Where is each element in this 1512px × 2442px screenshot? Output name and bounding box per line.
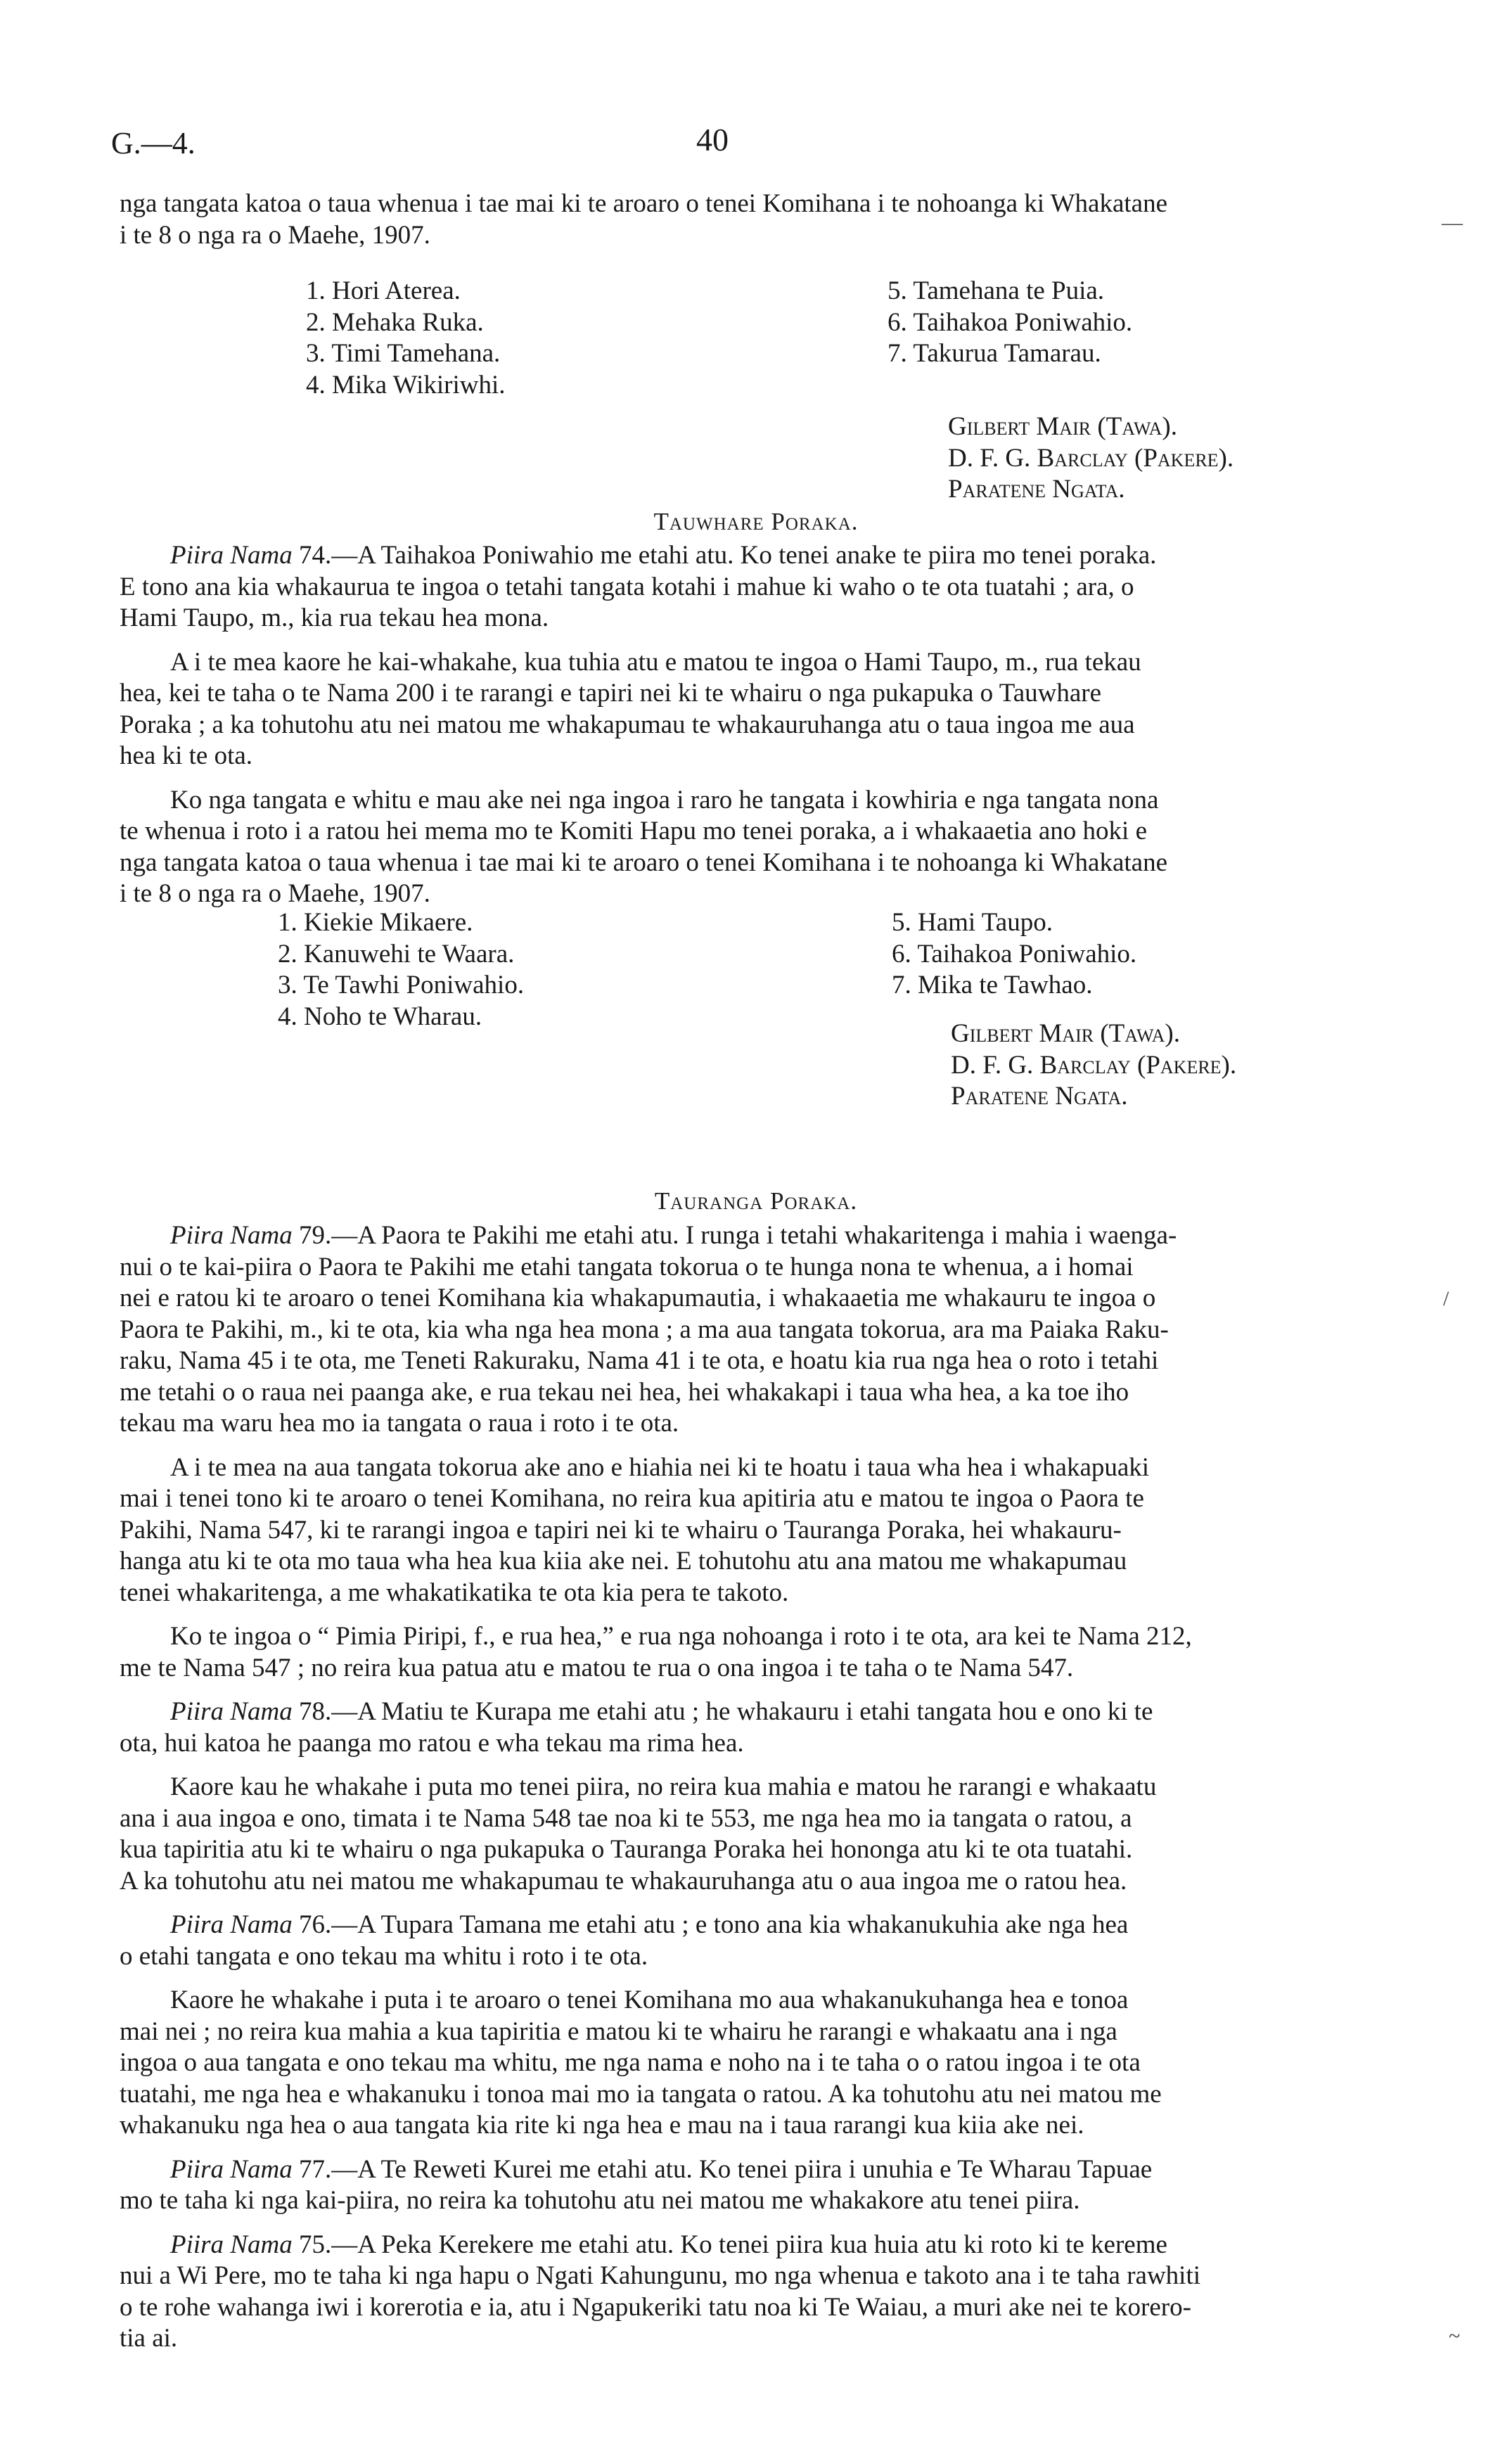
text-line: mai nei ; no reira kua mahia a kua tapiritia e matou ki te whairu he rarangi e whakaatu ana i nga — [120, 2016, 1117, 2046]
section-heading: Tauwhare Poraka. — [653, 508, 859, 535]
text-line: whakanuku nga hea o aua tangata kia rite ki nga hea e mau na i taua rarangi kua kiia ake nei. — [120, 2111, 1084, 2140]
member-list-right-1 — [888, 276, 1132, 370]
appeal-label: Piira Nama — [170, 2230, 293, 2259]
appeal-label: Piira Nama — [170, 2154, 293, 2184]
text-line: tuatahi, me nga hea e whakanuku i tonoa mai mo ia tangata o ratou. A ka tohutohu atu nei matou me — [120, 2079, 1162, 2109]
list-item: 2. Mehaka Ruka. — [306, 307, 484, 337]
text-line: Kaore he whakahe i puta i te aroaro o tenei Komihana mo aua whakanukuhanga hea e tonoa — [170, 1986, 1129, 2014]
list-item: 7. Mika te Tawhao. — [892, 971, 1093, 999]
text-line: i te 8 o nga ra o Maehe, 1907. — [120, 879, 430, 908]
margin-mark: ~ — [1449, 2325, 1461, 2348]
text-line: te whenua i roto i a ratou hei mema mo te Komiti Hapu mo tenei poraka, a i whakaaetia ano hoki e — [120, 817, 1148, 845]
text-line: 77.—A Te Reweti Kurei me etahi atu. Ko tenei piira i unuhia e Te Wharau Tapuae — [292, 2154, 1153, 2184]
list-item: 5. Tamehana te Puia. — [888, 276, 1105, 305]
text-line: 79.—A Paora te Pakihi me etahi atu. I runga i tetahi whakaritenga i mahia i waenga- — [292, 1221, 1177, 1250]
list-item: 2. Kanuwehi te Waara. — [278, 939, 515, 969]
section2-paragraphs — [120, 1220, 1343, 2355]
text-line: A ka tohutohu atu nei matou me whakapumau te whakauruhanga atu o aua ingoa me o ratou hea. — [120, 1866, 1127, 1896]
text-line: Poraka ; a ka tohutohu atu nei matou me whakapumau te whakauruhanga atu o taua ingoa me aua — [120, 710, 1135, 739]
text-line: 74.—A Taihakoa Poniwahio me etahi atu. Ko tenei anake te piira mo tenei poraka. — [292, 541, 1157, 570]
text-line: Pakihi, Nama 547, ki te rarangi ingoa e tapiri nei ki te whairu o Tauranga Poraka, hei whakauru- — [120, 1515, 1122, 1545]
text-line: o te rohe wahanga iwi i korerotia e ia, atu i Ngapukeriki tatu noa ki Te Waiau, a muri ake nei te korero- — [120, 2292, 1191, 2322]
text-line: hanga atu ki te ota mo taua wha hea kua kiia ake nei. E tohutohu atu ana matou me whakapumau — [120, 1547, 1127, 1575]
section1-paragraphs — [120, 540, 1343, 910]
page-number: 40 — [696, 122, 729, 158]
paragraph — [120, 2230, 1343, 2261]
paragraph — [120, 2154, 1343, 2186]
text-line: tekau ma waru hea mo ia tangata o raua i roto i te ota. — [120, 1409, 679, 1438]
text-line: me te Nama 547 ; no reira kua patua atu e matou te rua o ona ingoa i te taha o te Nama 547. — [120, 1653, 1074, 1682]
text-line: mai i tenei tono ki te aroaro o tenei Komihana, no reira kua apitiria atu e matou te ingoa o Paora te — [120, 1484, 1144, 1513]
paragraph — [120, 1220, 1343, 1252]
text-line: nui o te kai-piira o Paora te Pakihi me etahi tangata tokorua o te hunga nona te whenua, a i homai — [120, 1252, 1134, 1281]
text-line: Ko te ingoa o “ Pimia Piripi, f., e rua hea,” e rua nga nohoanga i roto i te ota, ara kei te Nama 212, — [170, 1622, 1192, 1651]
text-line: Kaore kau he whakahe i puta mo tenei piira, no reira kua mahia e matou he rarangi e whakaatu — [170, 1772, 1157, 1801]
list-item: 4. Noho te Wharau. — [278, 1002, 482, 1031]
text-line: ana i aua ingoa e ono, timata i te Nama 548 tae noa ki te 553, me nga hea mo ia tangata o ratou, a — [120, 1803, 1132, 1833]
margin-mark: / — [1443, 1287, 1449, 1310]
signatures-2 — [951, 1018, 1236, 1113]
list-item: 3. Timi Tamehana. — [306, 339, 501, 368]
text-line: mo te taha ki nga kai-piira, no reira ka tohutohu atu nei matou me whakakore atu tenei piira. — [120, 2186, 1080, 2215]
text-line: i te 8 o nga ra o Maehe, 1907. — [120, 220, 430, 250]
text-line: raku, Nama 45 i te ota, me Teneti Rakuraku, Nama 41 i te ota, e hoatu kia rua nga hea o roto i tetahi — [120, 1346, 1159, 1375]
text-line: o etahi tangata e ono tekau ma whitu i roto i te ota. — [120, 1941, 648, 1971]
signature-line: Gilbert Mair (Tawa). — [951, 1019, 1180, 1048]
list-item: 1. Kiekie Mikaere. — [278, 908, 473, 937]
text-line: tia ai. — [120, 2324, 178, 2353]
signature-line: Gilbert Mair (Tawa). — [948, 412, 1177, 441]
text-line: A i te mea na aua tangata tokorua ake ano e hiahia nei ki te hoatu i taua wha hea i whakapuaki — [170, 1452, 1150, 1482]
text-line: ota, hui katoa he paanga mo ratou e wha tekau ma rima hea. — [120, 1728, 744, 1758]
list-item: 6. Taihakoa Poniwahio. — [892, 939, 1137, 969]
appeal-label: Piira Nama — [170, 1697, 293, 1726]
section-heading: Tauranga Poraka. — [654, 1187, 858, 1215]
document-code: G.—4. — [111, 126, 196, 160]
text-line: A i te mea kaore he kai-whakahe, kua tuhia atu e matou te ingoa o Hami Taupo, m., rua tekau — [170, 647, 1141, 677]
paragraph — [120, 540, 1343, 572]
intro-paragraph — [120, 188, 1343, 251]
list-item: 6. Taihakoa Poniwahio. — [888, 307, 1133, 337]
text-line: hea ki te ota. — [120, 741, 253, 770]
member-list-left-1 — [306, 276, 506, 401]
text-line: Ko nga tangata e whitu e mau ake nei nga ingoa i raro he tangata i kowhiria e nga tangata nona — [170, 785, 1159, 814]
member-list-right-2 — [892, 907, 1136, 1002]
text-line: hea, kei te taha o te Nama 200 i te rarangi e tapiri nei ki te whairu o nga pukapuka o Tauwhare — [120, 679, 1102, 708]
signature-line: Paratene Ngata. — [951, 1082, 1128, 1111]
text-line: Paora te Pakihi, m., ki te ota, kia wha nga hea mona ; a ma aua tangata tokorua, ara ma Paiaka Raku- — [120, 1315, 1169, 1344]
text-line: nga tangata katoa o taua whenua i tae mai ki te aroaro o tenei Komihana i te nohoanga ki Whakatane — [120, 189, 1168, 218]
text-line: 75.—A Peka Kerekere me etahi atu. Ko tenei piira kua huia atu ki roto ki te kereme — [292, 2230, 1167, 2259]
member-list-left-2 — [278, 907, 524, 1033]
text-line: me tetahi o o raua nei paanga ake, e rua tekau nei hea, hei whakakapi i taua wha hea, a ka toe iho — [120, 1377, 1129, 1407]
signature-line: D. F. G. Barclay (Pakere). — [948, 443, 1234, 473]
paragraph — [120, 1696, 1343, 1728]
text-line: tenei whakaritenga, a me whakatikatika te ota kia pera te takoto. — [120, 1578, 789, 1607]
text-line: nei e ratou ki te aroaro o tenei Komihana kia whakapumautia, i whakaaetia me whakauru te ingoa o — [120, 1284, 1156, 1312]
appeal-label: Piira Nama — [170, 1910, 293, 1939]
list-item: 3. Te Tawhi Poniwahio. — [278, 971, 525, 999]
appeal-label: Piira Nama — [170, 541, 293, 570]
signature-line: Paratene Ngata. — [948, 475, 1125, 504]
margin-mark: — — [1442, 211, 1463, 234]
list-item: 1. Hori Aterea. — [306, 276, 461, 305]
text-line: 78.—A Matiu te Kurapa me etahi atu ; he whakauru i etahi tangata hou e ono ki te — [292, 1697, 1153, 1726]
text-line: nui a Wi Pere, mo te taha ki nga hapu o Ngati Kahungunu, mo nga whenua e takoto ana i te taha rawhiti — [120, 2261, 1200, 2290]
signatures-1 — [948, 411, 1234, 506]
paragraph — [120, 1910, 1343, 1941]
list-item: 5. Hami Taupo. — [892, 908, 1053, 937]
text-line: 76.—A Tupara Tamana me etahi atu ; e tono ana kia whakanukuhia ake nga hea — [292, 1910, 1129, 1939]
text-line: ingoa o aua tangata e ono tekau ma whitu, me nga nama e noho na i te taha o o ratou ingoa i te ota — [120, 2048, 1141, 2077]
list-item: 4. Mika Wikiriwhi. — [306, 370, 506, 399]
signature-line: D. F. G. Barclay (Pakere). — [951, 1050, 1237, 1080]
text-line: kua tapiritia atu ki te whairu o nga pukapuka o Tauranga Poraka hei hononga atu ki te ota tuatahi. — [120, 1835, 1133, 1864]
text-line: nga tangata katoa o taua whenua i tae mai ki te aroaro o tenei Komihana i te nohoanga ki Whakatane — [120, 848, 1168, 877]
list-item: 7. Takurua Tamarau. — [888, 339, 1101, 368]
text-line: Hami Taupo, m., kia rua tekau hea mona. — [120, 603, 549, 632]
text-line: E tono ana kia whakaurua te ingoa o tetahi tangata kotahi i mahue ki waho o te ota tuatahi ; ara, o — [120, 572, 1134, 601]
appeal-label: Piira Nama — [170, 1221, 293, 1250]
